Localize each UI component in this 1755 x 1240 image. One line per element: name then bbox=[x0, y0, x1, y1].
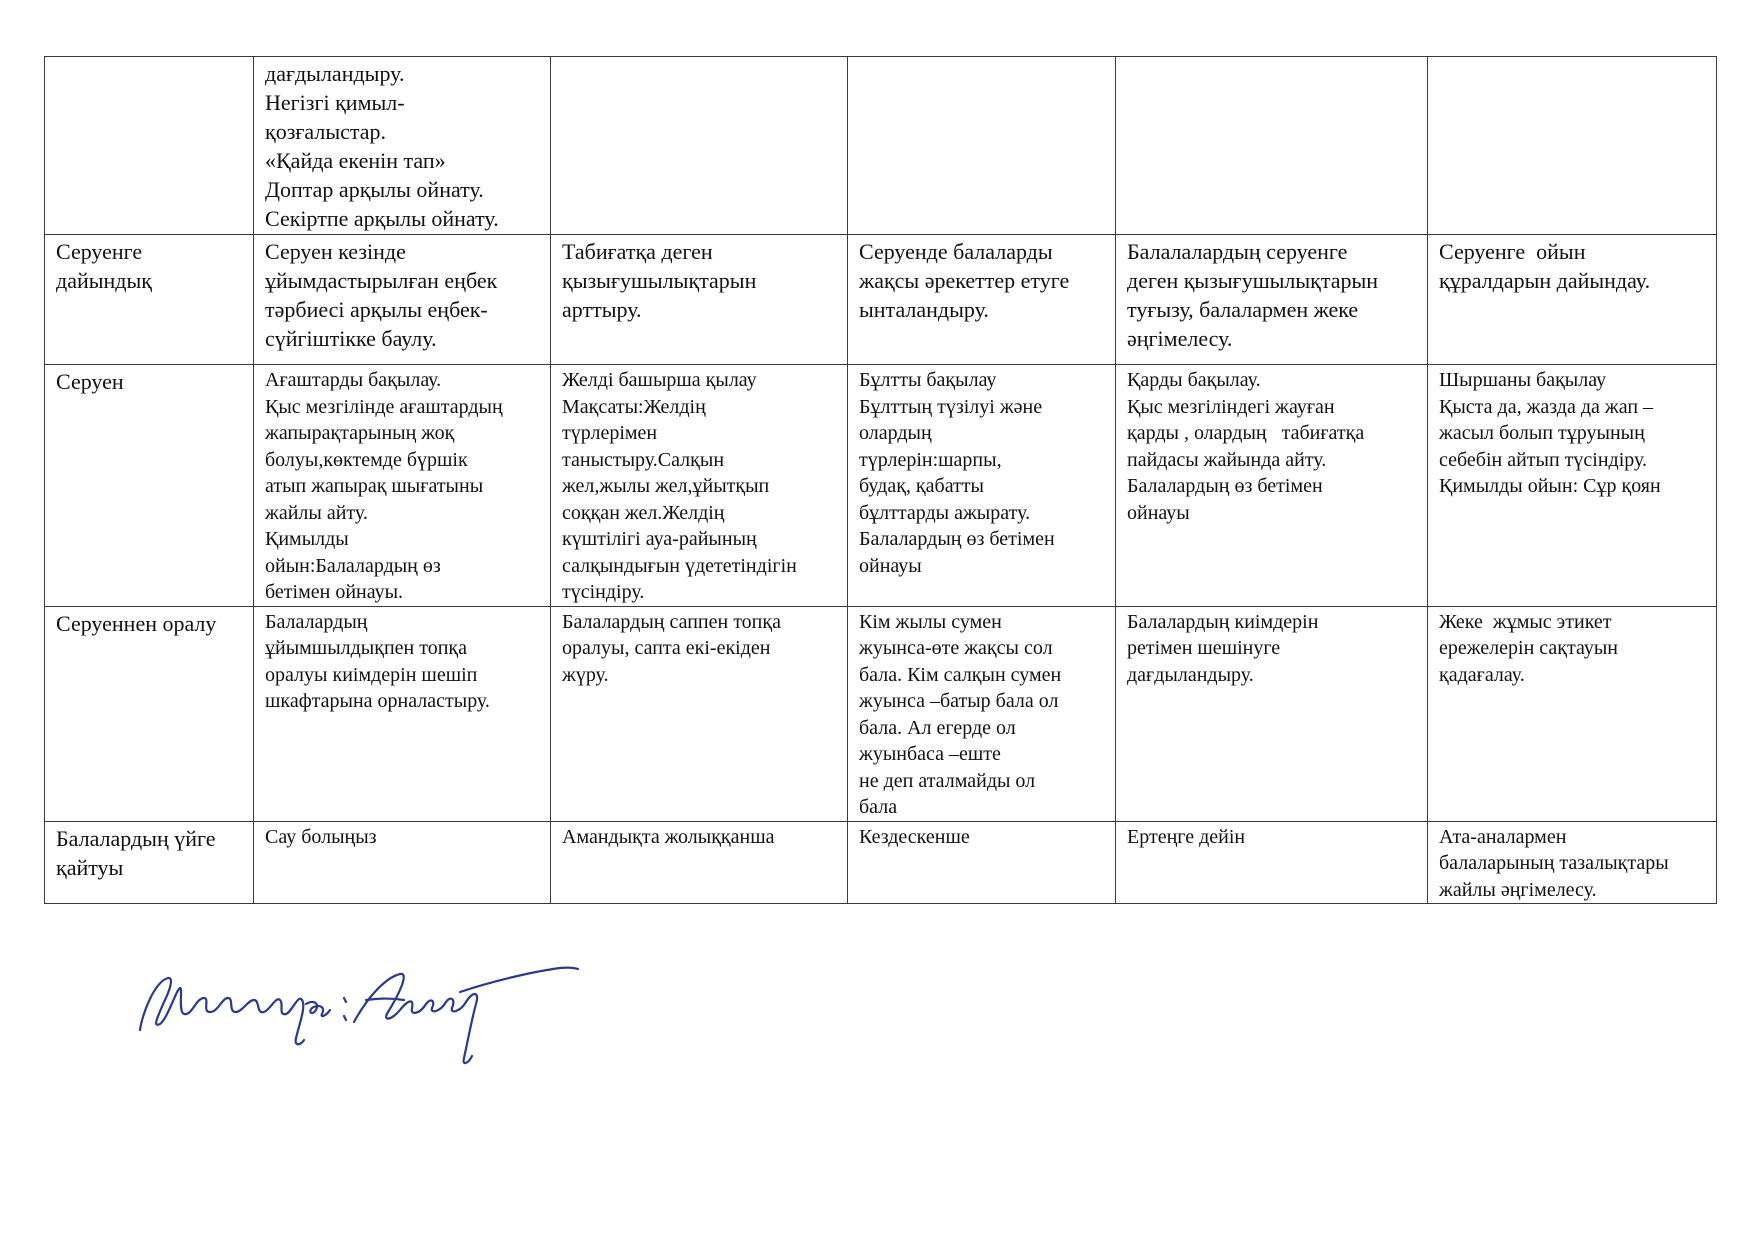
table-cell bbox=[1428, 235, 1717, 365]
text-line: Балалардың киімдерін bbox=[1127, 610, 1319, 633]
text-line: Кездескенше bbox=[859, 825, 970, 848]
table-cell bbox=[551, 57, 848, 235]
text-line: Сау болыңыз bbox=[265, 825, 377, 848]
text-line: Амандықта жолыққанша bbox=[562, 825, 775, 848]
text-line: жасыл болып тұруының bbox=[1439, 422, 1645, 444]
table-cell bbox=[1116, 606, 1428, 821]
text-line: Қыс мезгіліндегі жауған bbox=[1127, 395, 1335, 418]
cell-text bbox=[1439, 367, 1705, 500]
text-line: қарды , олардың табиғатқа bbox=[1127, 422, 1365, 444]
cell-text bbox=[265, 59, 539, 233]
cell-text bbox=[1127, 824, 1416, 851]
cell-text bbox=[265, 609, 539, 715]
text-line: қозғалыстар. bbox=[265, 119, 387, 144]
text-line: дағдыландыру. bbox=[265, 61, 405, 86]
text-line: ережелерін сақтауын bbox=[1439, 637, 1619, 659]
table-row bbox=[45, 235, 1717, 365]
table-cell bbox=[551, 606, 848, 821]
signature-image bbox=[130, 960, 590, 1090]
row-label-cell bbox=[45, 365, 254, 607]
text-line: Негізгі қимыл- bbox=[265, 90, 405, 115]
table-cell bbox=[848, 821, 1116, 904]
text-line: Қарды бақылау. bbox=[1127, 369, 1261, 391]
cell-text bbox=[859, 367, 1104, 579]
text-line: ынталандыру. bbox=[859, 297, 989, 322]
text-line: сүйгіштікке баулу. bbox=[265, 326, 437, 351]
text-line: дағдыландыру. bbox=[1127, 663, 1254, 686]
cell-text bbox=[56, 367, 242, 396]
table-cell bbox=[1428, 57, 1717, 235]
table-cell bbox=[551, 365, 848, 607]
text-line: Кім жылы сумен bbox=[859, 610, 1002, 633]
table-cell bbox=[254, 365, 551, 607]
cell-text bbox=[265, 367, 539, 606]
text-line: Серуен bbox=[56, 369, 124, 394]
cell-text bbox=[562, 824, 836, 851]
cell-text bbox=[1439, 237, 1705, 295]
text-line: Серуенде балаларды bbox=[859, 239, 1053, 264]
text-line: дайындық bbox=[56, 268, 152, 293]
text-line: атып жапырақ шығатыны bbox=[265, 475, 484, 497]
table-cell bbox=[254, 235, 551, 365]
table-row bbox=[45, 606, 1717, 821]
text-line: таныстыру.Салқын bbox=[562, 448, 725, 471]
cell-text bbox=[1439, 824, 1705, 904]
text-line: қызығушылықтарын bbox=[562, 268, 757, 293]
table-cell bbox=[551, 821, 848, 904]
text-line: пайдасы жайында айту. bbox=[1127, 448, 1327, 471]
cell-text bbox=[56, 237, 242, 295]
text-line: жайлы айту. bbox=[265, 501, 368, 524]
text-line: себебін айтып түсіндіру. bbox=[1439, 448, 1648, 471]
text-line: олардың bbox=[859, 422, 932, 444]
text-line: жүру. bbox=[562, 663, 609, 686]
text-line: Табиғатқа деген bbox=[562, 239, 713, 264]
text-line: құралдарын дайындау. bbox=[1439, 268, 1651, 293]
text-line: ойнауы bbox=[859, 554, 922, 577]
cell-text bbox=[56, 609, 242, 638]
text-line: жуынса-өте жақсы сол bbox=[859, 637, 1053, 659]
text-line: бала. Ал егерде ол bbox=[859, 716, 1016, 739]
text-line: тәрбиесі арқылы еңбек- bbox=[265, 297, 488, 322]
table-cell bbox=[848, 235, 1116, 365]
text-line: Серуен кезінде bbox=[265, 239, 406, 264]
text-line: Балалардың үйге bbox=[56, 825, 216, 851]
text-line: Бұлттың түзілуі және bbox=[859, 395, 1043, 418]
text-line: Ата-аналармен bbox=[1439, 825, 1567, 848]
text-line: Ағаштарды бақылау. bbox=[265, 369, 442, 391]
text-line: Серуенге bbox=[56, 239, 143, 264]
text-line: түсіндіру. bbox=[562, 581, 645, 603]
table-cell bbox=[848, 365, 1116, 607]
cell-text bbox=[56, 824, 242, 882]
text-line: Қыс мезгілінде ағаштардың bbox=[265, 395, 503, 418]
row-label-cell bbox=[45, 57, 254, 235]
table-row bbox=[45, 365, 1717, 607]
text-line: будақ, қабатты bbox=[859, 475, 984, 497]
text-line: шкафтарына орналастыру. bbox=[265, 690, 490, 712]
row-label-cell bbox=[45, 821, 254, 904]
text-line: Доптар арқылы ойнату. bbox=[265, 177, 484, 202]
text-line: балаларының тазалықтары bbox=[1439, 852, 1669, 874]
table-cell bbox=[254, 57, 551, 235]
cell-text bbox=[265, 237, 539, 353]
table-cell bbox=[848, 606, 1116, 821]
cell-text bbox=[1127, 237, 1416, 353]
text-line: Жеке жұмыс этикет bbox=[1439, 610, 1612, 633]
text-line: Мақсаты:Желдің bbox=[562, 395, 706, 418]
text-line: күштілігі ауа-райының bbox=[562, 528, 757, 550]
text-line: деген қызығушылықтарын bbox=[1127, 268, 1379, 293]
table-row bbox=[45, 57, 1717, 235]
table-cell bbox=[551, 235, 848, 365]
text-line: Бұлтты бақылау bbox=[859, 369, 997, 391]
text-line: Қимылды bbox=[265, 528, 349, 550]
table-cell bbox=[254, 606, 551, 821]
cell-text bbox=[859, 237, 1104, 324]
cell-text bbox=[562, 367, 836, 606]
text-line: арттыру. bbox=[562, 297, 642, 322]
text-line: түрлерін:шарпы, bbox=[859, 448, 1002, 471]
text-line: бұлттарды ажырату. bbox=[859, 501, 1031, 524]
text-line: әңгімелесу. bbox=[1127, 326, 1233, 351]
text-line: қадағалау. bbox=[1439, 663, 1525, 686]
text-line: Серуеннен оралу bbox=[56, 610, 217, 636]
text-line: қайтуы bbox=[56, 854, 124, 880]
text-line: ұйымшылдықпен топқа bbox=[265, 637, 468, 659]
text-line: оралуы, сапта екі-екіден bbox=[562, 637, 771, 659]
cell-text bbox=[859, 824, 1104, 851]
text-line: Қыста да, жазда да жап – bbox=[1439, 395, 1654, 418]
text-line: жақсы әрекеттер етуге bbox=[859, 268, 1070, 293]
cell-text bbox=[562, 609, 836, 689]
cell-text bbox=[859, 609, 1104, 821]
table-cell bbox=[1116, 57, 1428, 235]
table-cell bbox=[1428, 606, 1717, 821]
cell-text bbox=[1127, 609, 1416, 689]
table-cell bbox=[254, 821, 551, 904]
text-line: Серуенге ойын bbox=[1439, 239, 1586, 264]
text-line: жуынса –батыр бала ол bbox=[859, 690, 1059, 712]
row-label-cell bbox=[45, 606, 254, 821]
cell-text bbox=[562, 237, 836, 324]
table-cell bbox=[1116, 365, 1428, 607]
cell-text bbox=[1439, 609, 1705, 689]
text-line: Қимылды ойын: Сұр қоян bbox=[1439, 475, 1661, 497]
text-line: Ертеңге дейін bbox=[1127, 825, 1246, 848]
row-label-cell bbox=[45, 235, 254, 365]
table-cell bbox=[1428, 365, 1717, 607]
text-line: Балалардың саппен топқа bbox=[562, 610, 781, 633]
text-line: Балалардың өз бетімен bbox=[859, 528, 1055, 550]
text-line: «Қайда екенін тап» bbox=[265, 148, 446, 173]
cell-text bbox=[1127, 367, 1416, 526]
text-line: не деп аталмайды ол bbox=[859, 769, 1036, 792]
text-line: ойнауы bbox=[1127, 501, 1190, 524]
cell-text bbox=[265, 824, 539, 851]
text-line: бетімен ойнауы. bbox=[265, 581, 404, 603]
table-cell bbox=[1116, 821, 1428, 904]
text-line: салқындығын үдететіндігін bbox=[562, 554, 797, 577]
text-line: жел,жылы жел,ұйытқып bbox=[562, 475, 770, 497]
text-line: туғызу, балалармен жеке bbox=[1127, 297, 1359, 322]
text-line: Желді башырша қылау bbox=[562, 369, 757, 391]
text-line: оралуы киімдерін шешіп bbox=[265, 663, 478, 686]
daily-plan-table bbox=[44, 56, 1717, 904]
text-line: Секіртпе арқылы ойнату. bbox=[265, 206, 499, 231]
text-line: түрлерімен bbox=[562, 422, 658, 444]
text-line: ойын:Балалардың өз bbox=[265, 554, 441, 577]
text-line: ретімен шешінуге bbox=[1127, 637, 1281, 659]
text-line: ұйымдастырылған еңбек bbox=[265, 268, 498, 293]
text-line: Балалалардың серуенге bbox=[1127, 239, 1348, 264]
text-line: бала bbox=[859, 796, 898, 818]
text-line: жуынбаса –еште bbox=[859, 743, 1001, 765]
text-line: Шыршаны бақылау bbox=[1439, 369, 1607, 391]
text-line: бала. Кім салқын сумен bbox=[859, 663, 1062, 686]
text-line: Балалардың bbox=[265, 610, 368, 633]
text-line: соққан жел.Желдің bbox=[562, 501, 725, 524]
table-cell bbox=[1116, 235, 1428, 365]
text-line: жайлы әңгімелесу. bbox=[1439, 878, 1597, 901]
text-line: болуы,көктемде бүршік bbox=[265, 448, 468, 471]
text-line: Балалардың өз бетімен bbox=[1127, 475, 1323, 497]
table-cell bbox=[848, 57, 1116, 235]
table-row bbox=[45, 821, 1717, 904]
table-cell bbox=[1428, 821, 1717, 904]
text-line: жапырақтарының жоқ bbox=[265, 422, 455, 444]
